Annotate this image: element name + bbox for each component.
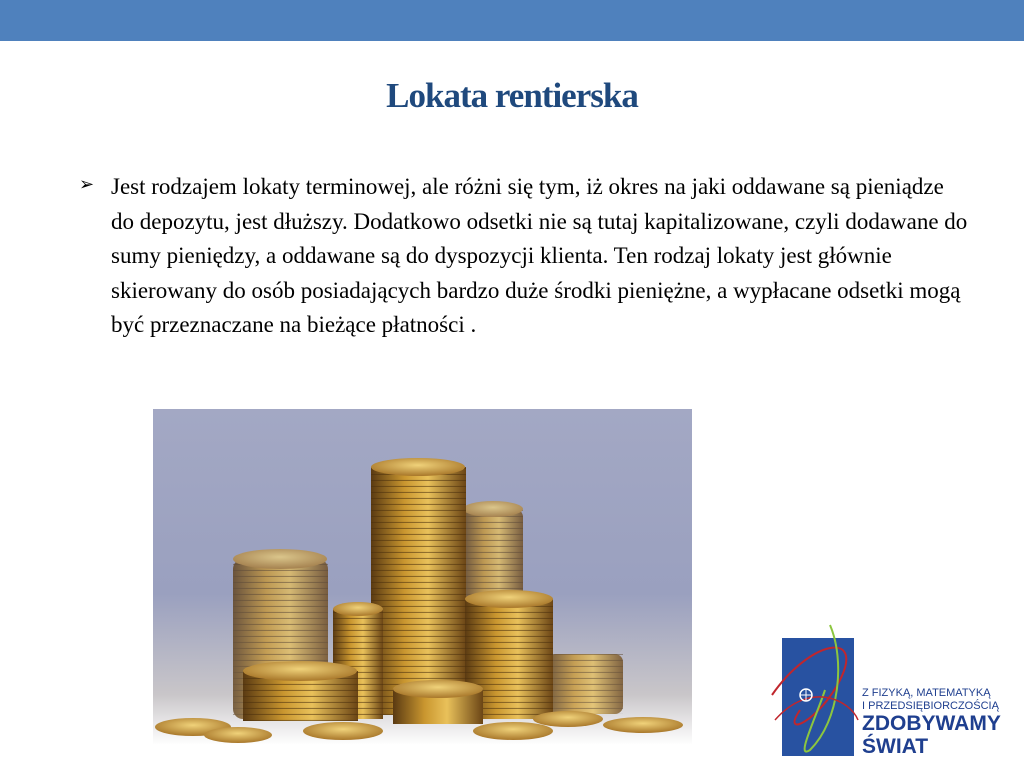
arrow-bullet-icon: ➢: [79, 174, 95, 194]
top-accent-bar: [0, 0, 1024, 41]
logo-line-2: I PRZEDSIĘBIORCZOŚCIĄ: [862, 700, 999, 712]
bullet-text: Jest rodzajem lokaty terminowej, ale różni się tym, iż okres na jaki oddawane są pieniądze do depozytu, jest dłuższy. Dodatkowo odsetki nie są tutaj kapitalizowane, czyli dodawane do sumy pieniędzy, a oddawane są do dyspozycji klienta. Ten rodzaj lokaty jest głównie skierowany do osób posiadających bardzo duże środki pieniężne, a wypłacane odsetki mogą być przeznaczane na bieżące płatności .: [111, 174, 968, 337]
slide-body: [79, 170, 979, 343]
bullet-item: [79, 170, 979, 343]
slide-title: Lokata rentierska: [386, 76, 638, 115]
project-logo: [770, 620, 1024, 760]
coin-stacks-image: [153, 409, 692, 745]
logo-line-4: ŚWIAT: [862, 735, 929, 758]
logo-graphic: [770, 620, 1024, 760]
logo-line-3: ZDOBYWAMY: [862, 712, 1001, 735]
coin-stacks-photo: [153, 409, 692, 745]
logo-line-1: Z FIZYKĄ, MATEMATYKĄ: [862, 687, 991, 699]
